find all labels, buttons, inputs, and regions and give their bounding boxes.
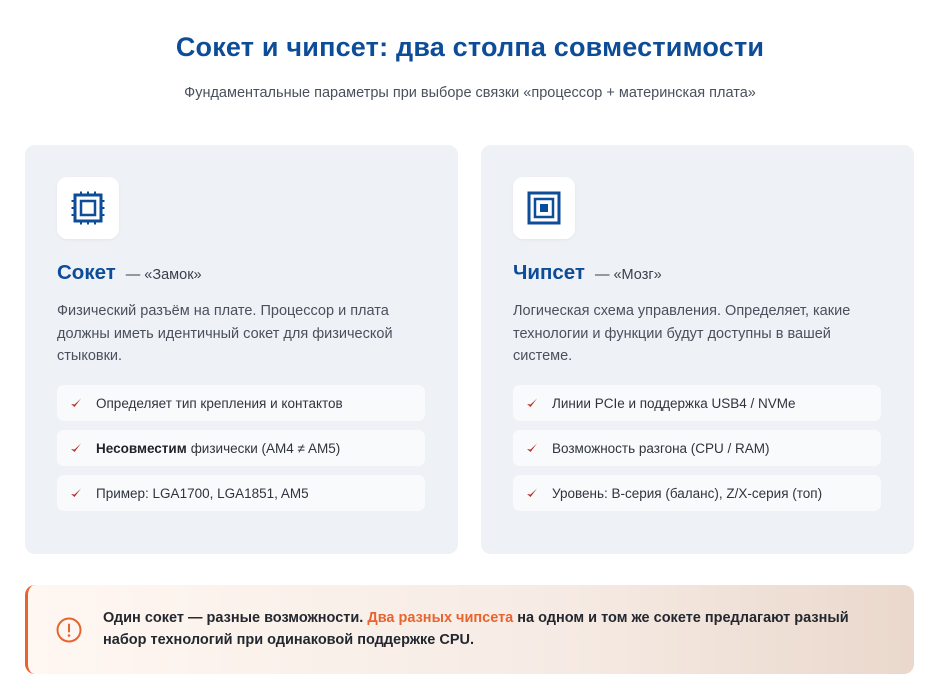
socket-card-tag: — «Замок» [125, 267, 202, 283]
list-item-text: Линии PCIe и поддержка USB4 / NVMe [552, 395, 796, 411]
note-text-before: Один сокет — разные возможности. [103, 610, 364, 626]
list-item [513, 430, 881, 466]
socket-card-title: Сокет [57, 261, 116, 284]
list-item [513, 385, 881, 421]
note-highlight: Два разных чипсета [367, 610, 514, 626]
check-icon [526, 487, 538, 499]
chipset-card-title: Чипсет [513, 261, 585, 284]
socket-icon-box [57, 177, 119, 239]
list-item [513, 475, 881, 511]
list-item-text: Уровень: B-серия (баланс), Z/X-серия (топ) [552, 485, 823, 501]
list-item-bold: Несовместим [96, 440, 187, 456]
list-item [57, 430, 425, 466]
list-item-text: физически (AM4 ≠ AM5) [190, 440, 341, 456]
list-item-text: Определяет тип крепления и контактов [96, 395, 343, 411]
chipset-icon [527, 191, 561, 225]
list-item [57, 475, 425, 511]
note-text [103, 607, 893, 651]
chipset-card-description: Логическая схема управления. Определяет, какие технологии и функции будут доступны в вашей системе. [513, 303, 851, 364]
check-icon [70, 397, 82, 409]
socket-card-description: Физический разъём на плате. Процессор и плата должны иметь идентичный сокет для физической стыковки. [57, 303, 393, 364]
chipset-card-tag: — «Мозг» [594, 267, 662, 283]
check-icon [70, 487, 82, 499]
check-icon [70, 442, 82, 454]
info-note [25, 585, 914, 674]
note-text-after: на одном и том же сокете предлагают разный набор технологий при одинаковой поддержке CPU. [103, 610, 849, 648]
chipset-icon-box [513, 177, 575, 239]
check-icon [526, 397, 538, 409]
alert-circle-icon [56, 617, 82, 643]
list-item-text: Возможность разгона (CPU / RAM) [552, 440, 770, 456]
list-item [57, 385, 425, 421]
check-icon [526, 442, 538, 454]
chipset-card [481, 145, 914, 554]
page-subtitle: Фундаментальные параметры при выборе связки «процессор + материнская плата» [184, 85, 756, 101]
chipset-card-header [513, 261, 662, 285]
list-item-text: Пример: LGA1700, LGA1851, AM5 [96, 485, 309, 501]
page-title: Сокет и чипсет: два столпа совместимости [175, 32, 765, 62]
cpu-socket-icon [71, 191, 105, 225]
socket-card-header [57, 261, 202, 285]
socket-card [25, 145, 458, 554]
